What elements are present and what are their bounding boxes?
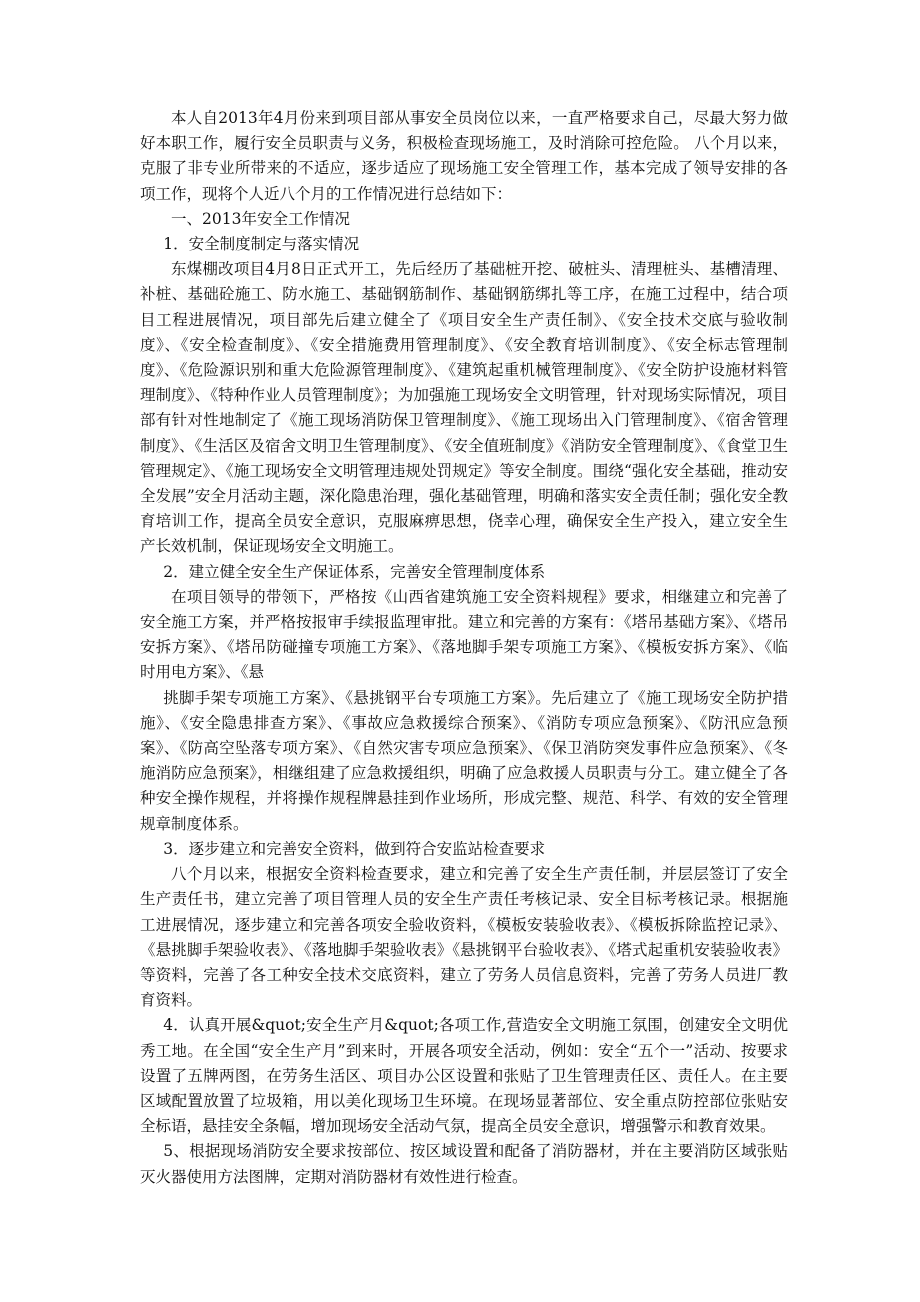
body-paragraph-2a: 在项目领导的带领下，严格按《山西省建筑施工安全资料规程》要求，相继建立和完善了安全施工方案，并严格按报审手续报监理审批。建立和完善的方案有：《塔吊基础方案》、《塔吊安拆方案》、《塔吊防碰撞专项施工方案》、《落地脚手架专项施工方案》、《模板安拆方案》、《临时用电方案》、《悬: [140, 587, 788, 682]
body-paragraph-3: 八个月以来，根据安全资料检查要求，建立和完善了安全生产责任制，并层层签订了安全生产责任书，建立完善了项目管理人员的安全生产责任考核记录、安全目标考核记录。根据施工进展情况，逐步建立和完善各项安全验收资料，《模板安装验收表》、《模板拆除监控记录》、《悬挑脚手架验收表》、《落地脚手架验收表》《悬挑钢平台验收表》、《塔式起重机安装验收表》等资料，完善了各工种安全技术交底资料，建立了劳务人员信息资料，完善了劳务人员进厂教育资料。: [140, 865, 788, 1010]
intro-paragraph: 本人自2013年4月份来到项目部从事安全员岗位以来，一直严格要求自己，尽最大努力做好本职工作，履行安全员职责与义务，积极检查现场施工，及时消除可控危险。 八个月以来，克服了非专业所带来的不适应，逐步适应了现场施工安全管理工作，基本完成了领导安排的各项工作，现将个人近八个月的工作情况进行总结如下：: [140, 109, 788, 203]
body-paragraph-5: 5、根据现场消防安全要求按部位、按区域设置和配备了消防器材，并在主要消防区域张贴灭火器使用方法图牌，定期对消防器材有效性进行检查。: [140, 1142, 788, 1186]
body-paragraph-1: 东煤棚改项目4月8日正式开工，先后经历了基础桩开挖、破桩头、清理桩头、基槽清理、补桩、基础砼施工、防水施工、基础钢筋制作、基础钢筋绑扎等工序，在施工过程中，结合项目工程进展情况，项目部先后建立健全了《项目安全生产责任制》、《安全技术交底与验收制度》、《安全检查制度》、《安全措施费用管理制度》、《安全教育培训制度》、《安全标志管理制度》、《危险源识别和重大危险源管理制度》、《建筑起重机械管理制度》、《安全防护设施材料管理制度》、《特种作业人员管理制度》；为加强施工现场安全文明管理，针对现场实际情况，项目部有针对性地制定了《施工现场消防保卫管理制度》、《施工现场出入门管理制度》、《宿舍管理制度》、《生活区及宿舍文明卫生管理制度》、《安全值班制度》《消防安全管理制度》、《食堂卫生管理规定》、《施工现场安全文明管理违规处罚规定》等安全制度。围绕“强化安全基础，推动安全发展”安全月活动主题，深化隐患治理，强化基础管理，明确和落实安全责任制；强化安全教育培训工作，提高全员安全意识，克服麻痹思想，侥幸心理，确保安全生产投入，建立安全生产长效机制，保证现场安全文明施工。: [140, 260, 788, 556]
subheading-1: 1．安全制度制定与落实情况: [163, 235, 360, 254]
body-paragraph-2b: 挑脚手架专项施工方案》、《悬挑钢平台专项施工方案》。先后建立了《施工现场安全防护措施》、《安全隐患排查方案》、《事故应急救援综合预案》、《消防专项应急预案》、《防汛应急预案》、《防高空坠落专项方案》、《自然灾害专项应急预案》、《保卫消防突发事件应急预案》、《冬施消防应急预案》，相继组建了应急救援组织，明确了应急救援人员职责与分工。建立健全了各种安全操作规程，并将操作规程牌悬挂到作业场所，形成完整、规范、科学、有效的安全管理规章制度体系。: [140, 688, 788, 833]
subheading-3: 3．逐步建立和完善安全资料，做到符合安监站检查要求: [163, 839, 546, 858]
document-body: [140, 106, 788, 1190]
section-heading: 一、2013年安全工作情况: [171, 209, 350, 228]
subheading-2: 2．建立健全安全生产保证体系，完善安全管理制度体系: [163, 562, 546, 581]
body-paragraph-4: 4．认真开展&quot;安全生产月&quot;各项工作,营造安全文明施工氛围，创建安全文明优秀工地。在全国“安全生产月”到来时，开展各项安全活动，例如：安全“五个一”活动、按要求设置了五牌两图，在劳务生活区、项目办公区设置和张贴了卫生管理责任区、责任人。在主要区域配置放置了垃圾箱，用以美化现场卫生环境。在现场显著部位、安全重点防控部位张贴安全标语，悬挂安全条幅，增加现场安全活动气氛，提高全员安全意识，增强警示和教育效果。: [140, 1016, 788, 1136]
